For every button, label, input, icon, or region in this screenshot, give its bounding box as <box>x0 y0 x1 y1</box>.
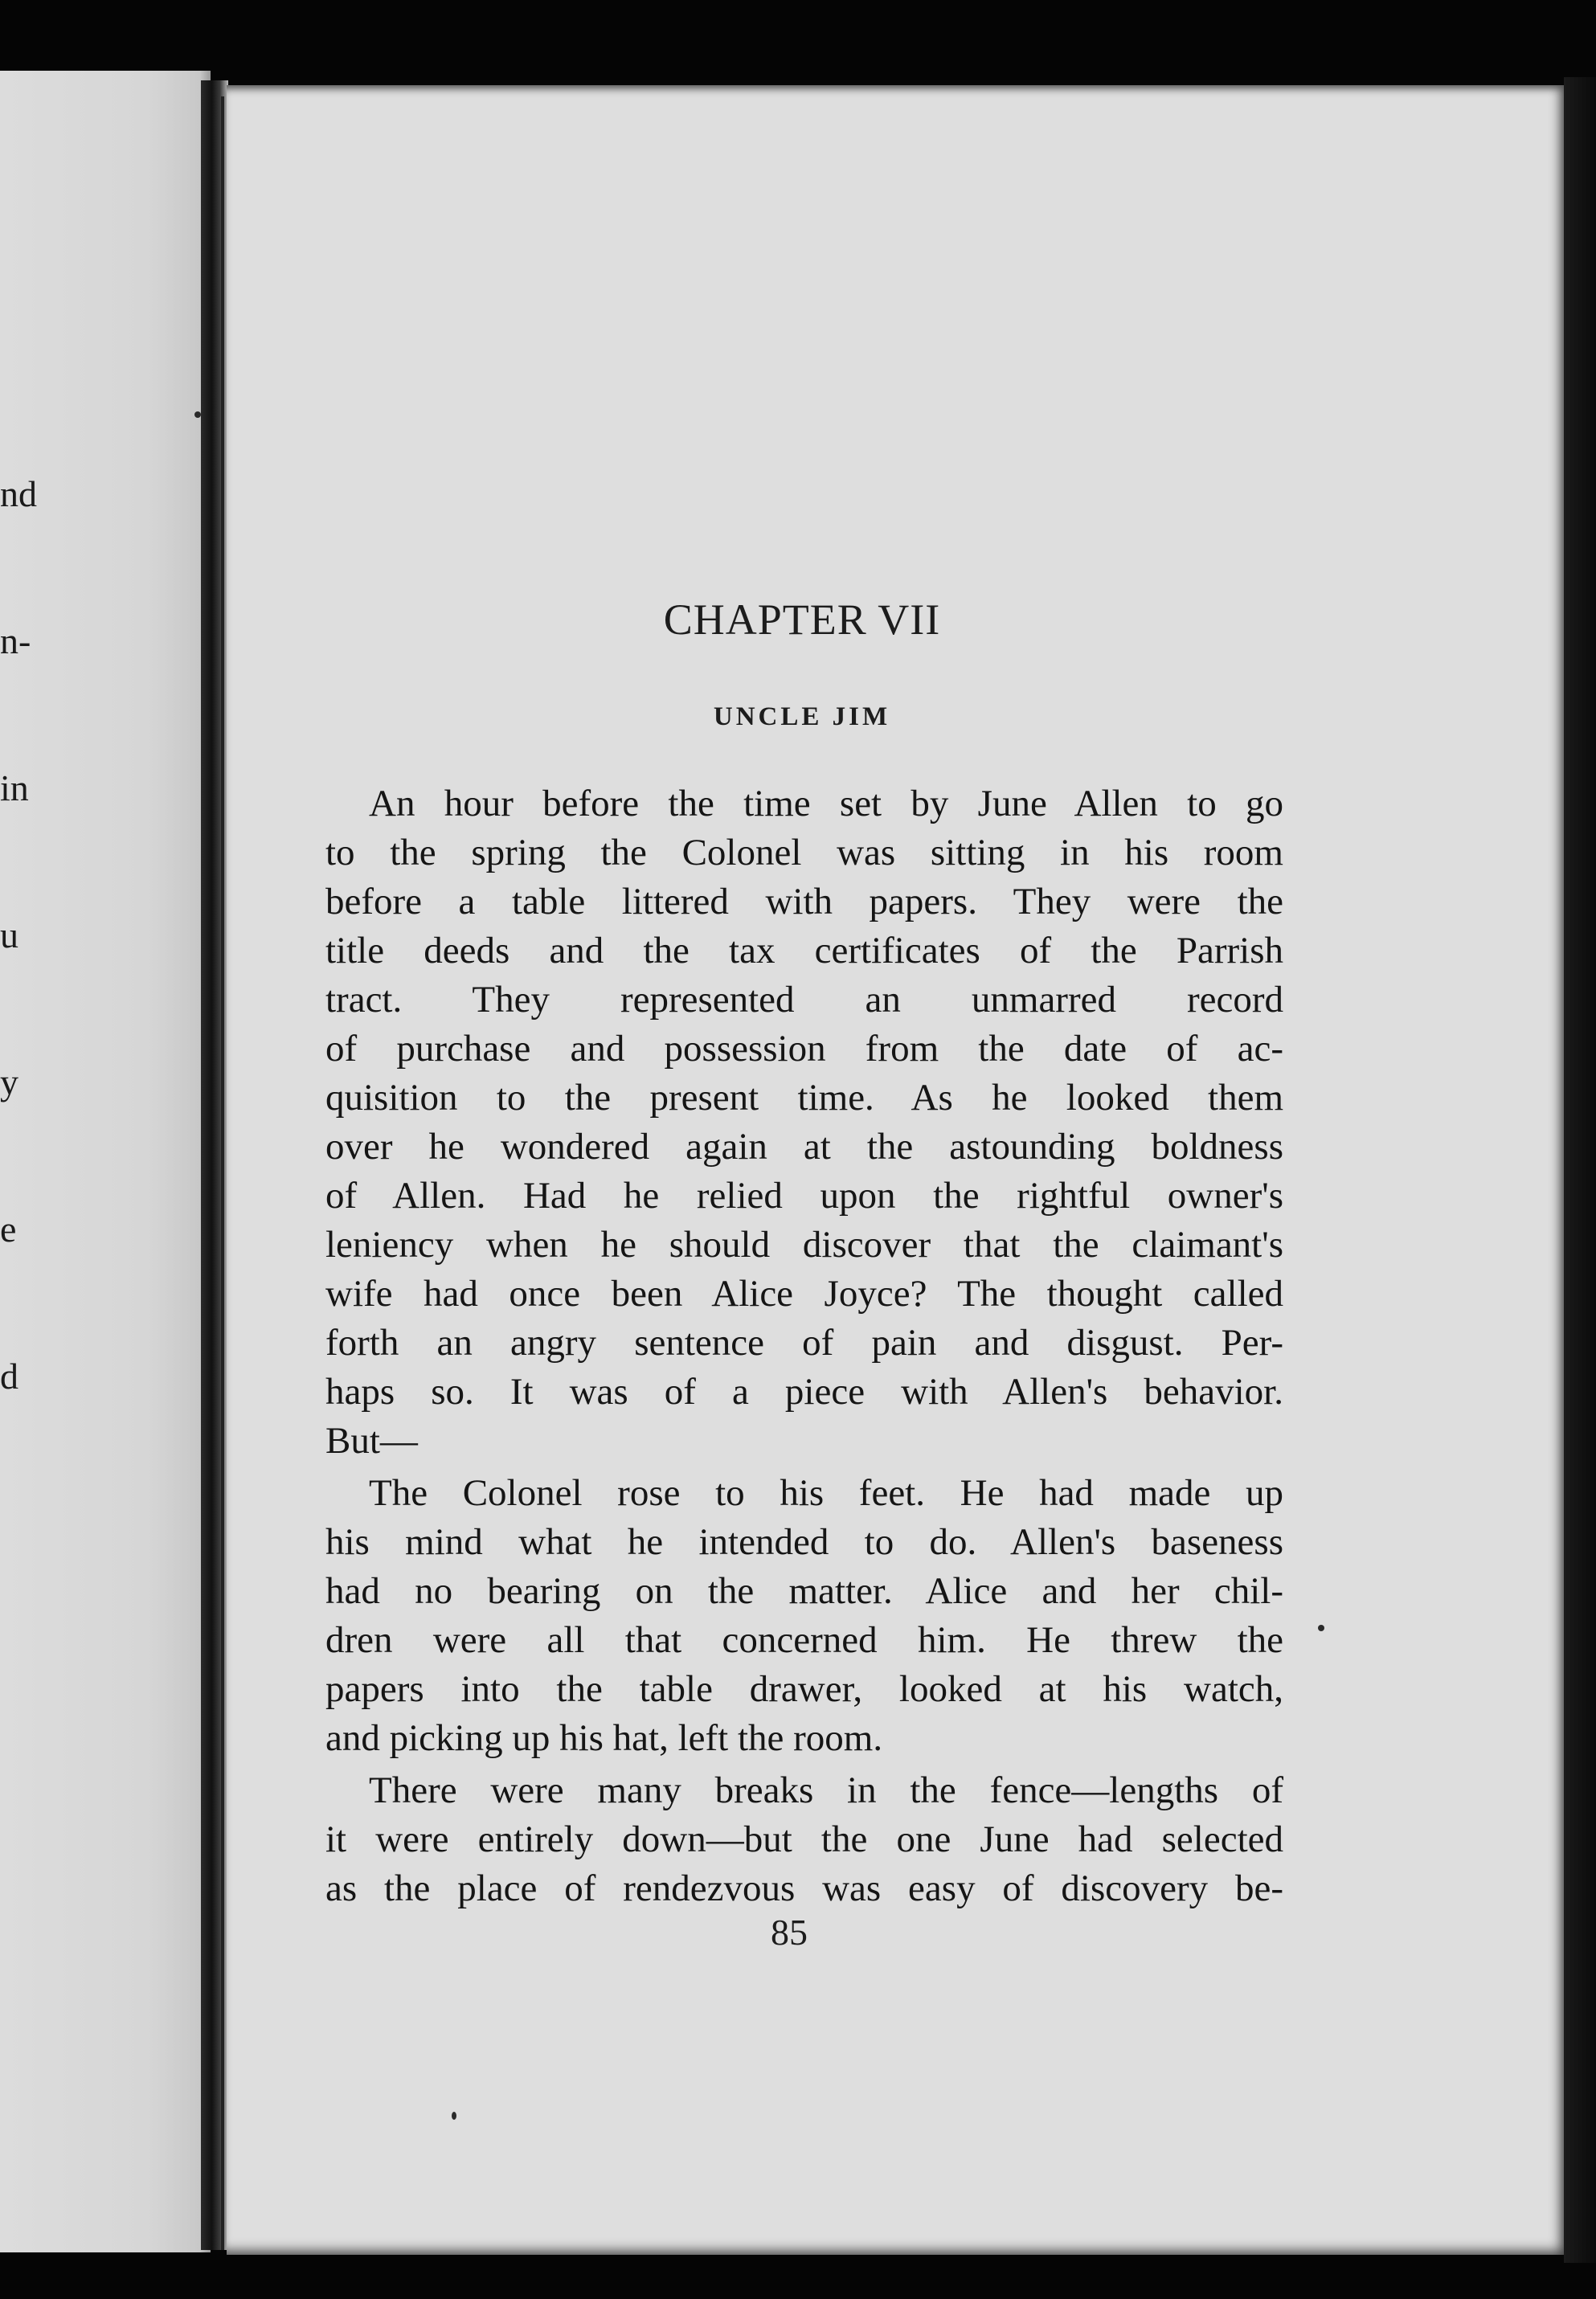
text-line: had no bearing on the matter. Alice and her chil- <box>325 1570 1283 1612</box>
text-line: forth an angry sentence of pain and disgust. Per- <box>325 1322 1283 1364</box>
text-line: leniency when he should discover that the claimant's <box>325 1224 1283 1266</box>
scan-speck <box>452 2112 456 2120</box>
text-line: and picking up his hat, left the room. <box>325 1717 883 1759</box>
text-line: as the place of rendezvous was easy of discovery be- <box>325 1867 1283 1909</box>
facing-fragment: u <box>0 914 18 955</box>
text-line: tract. They represented an unmarred record <box>325 979 1283 1021</box>
facing-fragment: nd <box>0 473 37 514</box>
text-line: There were many breaks in the fence—lengths of <box>369 1769 1283 1811</box>
facing-fragment: n- <box>0 620 31 661</box>
text-line: quisition to the present time. As he looked them <box>325 1077 1283 1119</box>
text-line: title deeds and the tax certificates of the Parrish <box>325 930 1283 972</box>
facing-fragment: e <box>0 1209 17 1250</box>
text-line: of purchase and possession from the date of ac- <box>325 1028 1283 1070</box>
facing-fragment: d <box>0 1356 18 1397</box>
text-line: dren were all that concerned him. He threw the <box>325 1619 1283 1661</box>
facing-fragment: y <box>0 1062 18 1102</box>
scan-speck <box>194 411 201 418</box>
text-line: his mind what he intended to do. Allen's baseness <box>325 1521 1283 1563</box>
text-line: haps so. It was of a piece with Allen's behavior. <box>325 1371 1283 1413</box>
page-number: 85 <box>771 1912 808 1953</box>
text-line: An hour before the time set by June Allen to go <box>369 783 1283 824</box>
chapter-heading: CHAPTER VII <box>663 595 941 644</box>
text-line: before a table littered with papers. They were the <box>325 881 1283 922</box>
facing-page-fragments <box>0 371 56 1450</box>
text-line: to the spring the Colonel was sitting in his room <box>325 832 1283 873</box>
paragraph <box>325 779 1283 1466</box>
scan-speck <box>1318 1625 1324 1631</box>
page-fold <box>221 96 224 2250</box>
chapter-body <box>325 779 1283 1917</box>
text-line: papers into the table drawer, looked at his watch, <box>325 1668 1283 1710</box>
scan-border <box>1564 77 1596 2263</box>
paragraph <box>325 1469 1283 1763</box>
chapter-subtitle: UNCLE JIM <box>713 702 891 731</box>
facing-fragment: in <box>0 767 29 808</box>
text-line: But— <box>325 1420 418 1462</box>
text-line: The Colonel rose to his feet. He had made up <box>369 1472 1283 1514</box>
paragraph <box>325 1766 1283 1913</box>
text-line: it were entirely down—but the one June had selected <box>325 1818 1283 1860</box>
text-line: of Allen. Had he relied upon the rightful owner's <box>325 1175 1283 1217</box>
text-line: over he wondered again at the astounding boldness <box>325 1126 1283 1168</box>
text-line: wife had once been Alice Joyce? The thought called <box>325 1273 1283 1315</box>
